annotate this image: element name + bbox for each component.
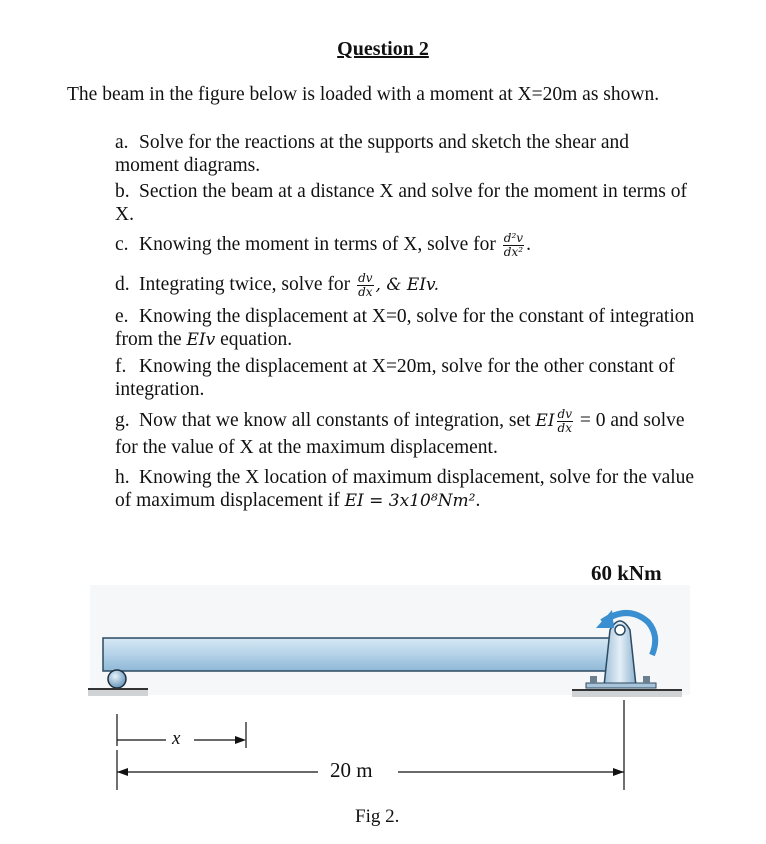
item-f — [115, 355, 695, 401]
span-dimension-label: 20 m — [330, 758, 373, 782]
moment-load-label: 60 kNm — [591, 561, 662, 585]
figure-caption: Fig 2. — [355, 806, 400, 827]
item-d-label: d. — [115, 273, 130, 295]
roller-support — [108, 670, 126, 688]
item-c-fraction: $\frac{\text{d²v}}{\text{dx²}}$ — [503, 231, 524, 259]
item-d-text: Integrating twice, solve for — [139, 273, 351, 295]
item-b-label: b. — [115, 181, 130, 202]
item-h: h. Knowing the X location of maximum displacement, solve for the value of maximum displacement if EI = 3x10⁸Nm². — [115, 467, 695, 511]
x-dimension-label: x — [172, 728, 181, 749]
item-e-math: EIv — [186, 330, 216, 350]
item-g-fraction: $\frac{dv}{dx}$ — [557, 407, 573, 436]
item-e: e. Knowing the displacement at X=0, solve for the constant of integration from the EIv equation. — [115, 306, 695, 350]
item-b-text: Section the beam at a distance X and solve for the moment in terms of X. — [115, 181, 688, 225]
beam — [103, 638, 630, 671]
item-f-text: Knowing the displacement at X=20m, solve for the other constant of integration. — [115, 356, 675, 400]
beam-figure — [0, 570, 766, 800]
bolt-left — [590, 676, 597, 683]
item-b — [115, 180, 695, 226]
item-a-text: Solve for the reactions at the supports and sketch the shear and moment diagrams. — [115, 132, 630, 176]
intro-text: The beam in the figure below is loaded with a moment at X=20m as shown. — [67, 84, 660, 105]
x-dim-arrow — [235, 736, 246, 744]
item-g-math: EI — [535, 411, 555, 431]
item-h-math: EI = 3x10⁸Nm² — [344, 491, 476, 511]
item-f-label: f. — [115, 356, 127, 377]
pin-base-plate — [586, 683, 656, 688]
roller-ground — [88, 690, 148, 696]
item-e-label: e. — [115, 306, 129, 327]
item-c-text: Knowing the moment in terms of X, solve for — [139, 233, 496, 255]
item-c-label: c. — [115, 233, 129, 255]
item-c: c. Knowing the moment in terms of X, solve for $\frac{\text{d²v}}{\text{dx²}}$ . — [115, 231, 531, 259]
question-title: Question 2 — [337, 38, 429, 60]
pin-ground — [572, 691, 682, 697]
item-g-text: Now that we know all constants of integration, set — [139, 410, 531, 431]
span-dim-arrow-right — [613, 768, 624, 776]
pin-hole — [615, 625, 625, 635]
bolt-right — [643, 676, 650, 683]
item-h-text: Knowing the X location of maximum displacement, solve for the value of maximum displacement if — [115, 467, 695, 511]
item-a-label: a. — [115, 132, 129, 153]
item-g-label: g. — [115, 410, 130, 431]
item-d: d. Integrating twice, solve for $\frac{dv}{dx}$ , & EIv. — [115, 271, 439, 299]
item-a — [115, 131, 695, 177]
item-h-label: h. — [115, 467, 130, 488]
item-g: g. Now that we know all constants of integration, set EI $\frac{dv}{dx}$ = 0 and solve for the value of X at the maximum displacement. — [115, 407, 685, 459]
item-d-fraction: $\frac{dv}{dx}$ — [358, 271, 373, 299]
item-e-text: Knowing the displacement at X=0, solve for the constant of integration from the — [115, 306, 695, 350]
span-dim-arrow-left — [117, 768, 128, 776]
